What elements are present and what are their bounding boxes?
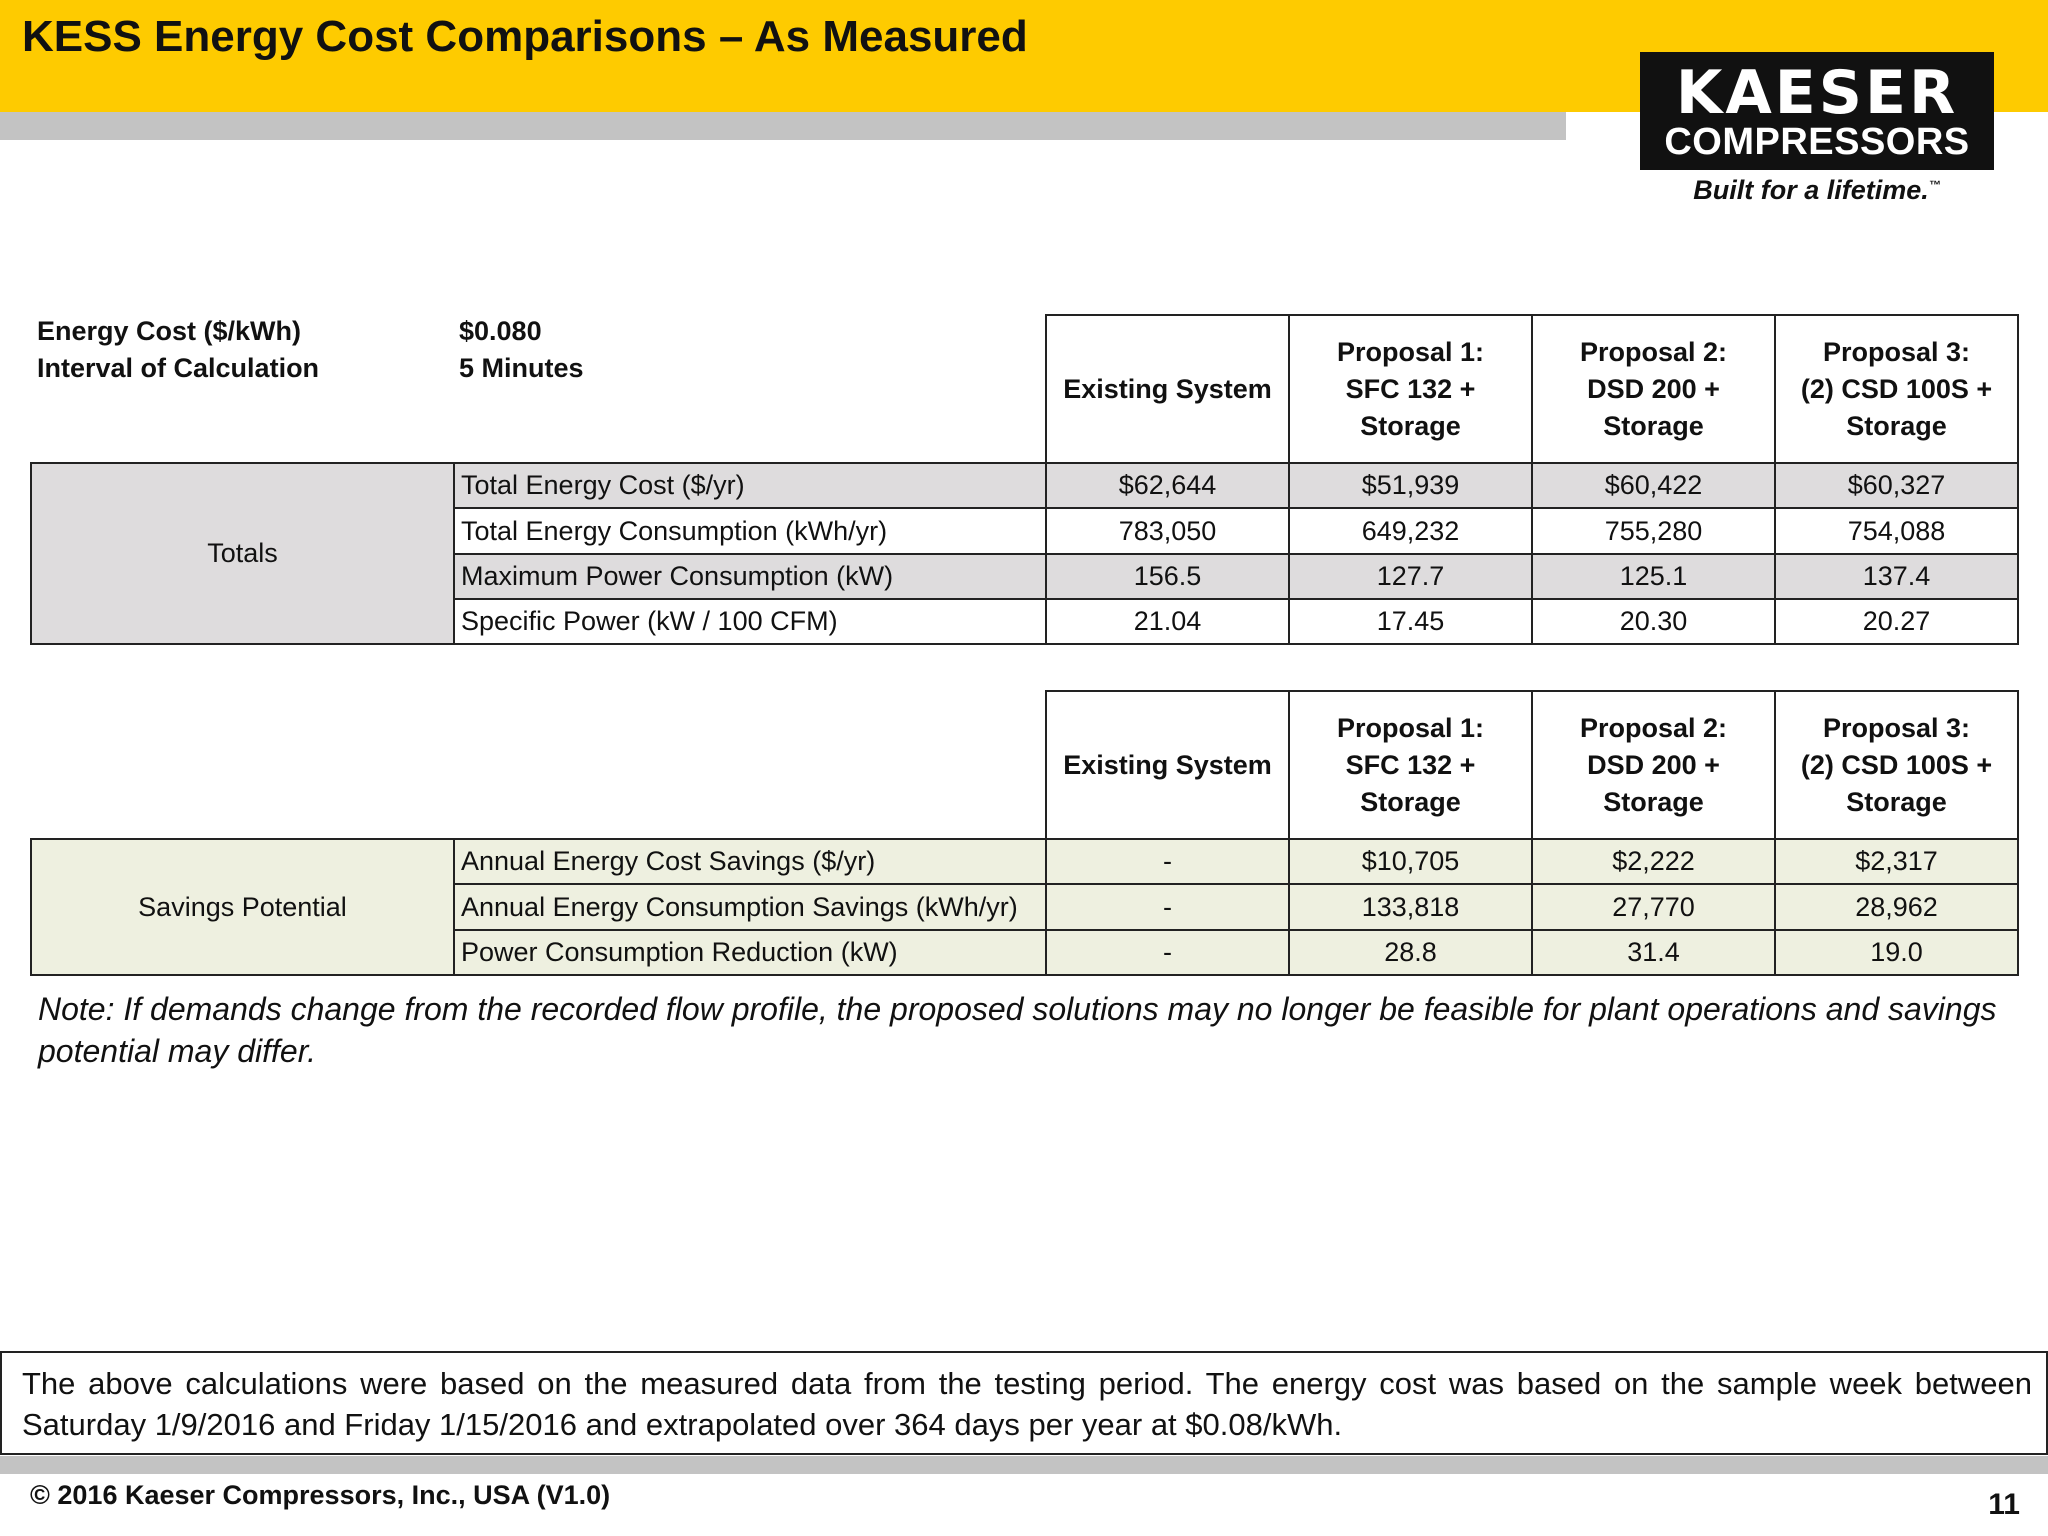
row-label: Specific Power (kW / 100 CFM): [454, 599, 1046, 644]
cell-value: 125.1: [1532, 554, 1775, 599]
col-header-proposal-3: Proposal 3: (2) CSD 100S + Storage: [1775, 691, 2018, 839]
interval-value: 5 Minutes: [459, 353, 584, 383]
cell-value: 127.7: [1289, 554, 1532, 599]
cell-value: 17.45: [1289, 599, 1532, 644]
cell-value: $62,644: [1046, 463, 1289, 508]
cell-value: 754,088: [1775, 508, 2018, 554]
row-label: Total Energy Cost ($/yr): [454, 463, 1046, 508]
energy-cost-value: $0.080: [459, 316, 542, 346]
copyright: © 2016 Kaeser Compressors, Inc., USA (V1.0): [30, 1480, 611, 1510]
kaeser-logo: [1640, 52, 1994, 170]
row-label: Total Energy Consumption (kWh/yr): [454, 508, 1046, 554]
cell-value: $60,327: [1775, 463, 2018, 508]
cell-value: 19.0: [1775, 930, 2018, 975]
cell-value: 649,232: [1289, 508, 1532, 554]
cell-value: -: [1046, 930, 1289, 975]
cell-value: 137.4: [1775, 554, 2018, 599]
savings-table: [30, 690, 2019, 976]
cell-value: $10,705: [1289, 839, 1532, 884]
calculation-footnote: The above calculations were based on the measured data from the testing period. The energy cost was based on the sample week between Saturday 1/9/2016 and Friday 1/15/2016 and extrapolated over 364 days per year at $0.08/kWh.: [22, 1366, 2032, 1442]
cell-value: 31.4: [1532, 930, 1775, 975]
cell-value: 133,818: [1289, 884, 1532, 930]
row-label: Annual Energy Cost Savings ($/yr): [454, 839, 1046, 884]
cell-value: 20.27: [1775, 599, 2018, 644]
row-label: Power Consumption Reduction (kW): [454, 930, 1046, 975]
cell-value: $2,317: [1775, 839, 2018, 884]
footer-bar: [0, 1456, 2048, 1474]
page-number: 11: [1988, 1488, 2020, 1521]
logo-tagline: Built for a lifetime.™: [1693, 175, 1941, 205]
col-header-existing: Existing System: [1046, 315, 1289, 463]
page-title: KESS Energy Cost Comparisons – As Measured: [22, 12, 1028, 61]
col-header-proposal-1: Proposal 1: SFC 132 + Storage: [1289, 691, 1532, 839]
col-header-proposal-2: Proposal 2: DSD 200 + Storage: [1532, 691, 1775, 839]
cell-value: -: [1046, 839, 1289, 884]
totals-group-label: Totals: [31, 463, 454, 644]
table-row: [31, 463, 2018, 508]
cell-value: 21.04: [1046, 599, 1289, 644]
cell-value: 27,770: [1532, 884, 1775, 930]
col-header-existing: Existing System: [1046, 691, 1289, 839]
cell-value: 28,962: [1775, 884, 2018, 930]
energy-cost-label: Energy Cost ($/kWh): [37, 316, 302, 346]
cell-value: $2,222: [1532, 839, 1775, 884]
cell-value: 156.5: [1046, 554, 1289, 599]
cell-value: $60,422: [1532, 463, 1775, 508]
col-header-proposal-2: Proposal 2: DSD 200 + Storage: [1532, 315, 1775, 463]
cell-value: $51,939: [1289, 463, 1532, 508]
cell-value: 28.8: [1289, 930, 1532, 975]
calculation-footnote-box: [0, 1351, 2048, 1455]
interval-label: Interval of Calculation: [37, 353, 320, 383]
cell-value: 20.30: [1532, 599, 1775, 644]
col-header-proposal-1: Proposal 1: SFC 132 + Storage: [1289, 315, 1532, 463]
row-label: Maximum Power Consumption (kW): [454, 554, 1046, 599]
savings-group-label: Savings Potential: [31, 839, 454, 975]
feasibility-note: Note: If demands change from the recorded flow profile, the proposed solutions may no longer be feasible for plant operations and savings potential may differ.: [38, 991, 1997, 1069]
col-header-proposal-3: Proposal 3: (2) CSD 100S + Storage: [1775, 315, 2018, 463]
totals-table: [30, 314, 2019, 645]
title-underline-bar: [0, 112, 1566, 140]
cell-value: -: [1046, 884, 1289, 930]
cell-value: 755,280: [1532, 508, 1775, 554]
table-row: [31, 839, 2018, 884]
cell-value: 783,050: [1046, 508, 1289, 554]
logo-subtitle: COMPRESSORS: [1664, 121, 1970, 163]
row-label: Annual Energy Consumption Savings (kWh/yr): [454, 884, 1046, 930]
logo-wordmark: KAESER: [1675, 58, 1959, 128]
